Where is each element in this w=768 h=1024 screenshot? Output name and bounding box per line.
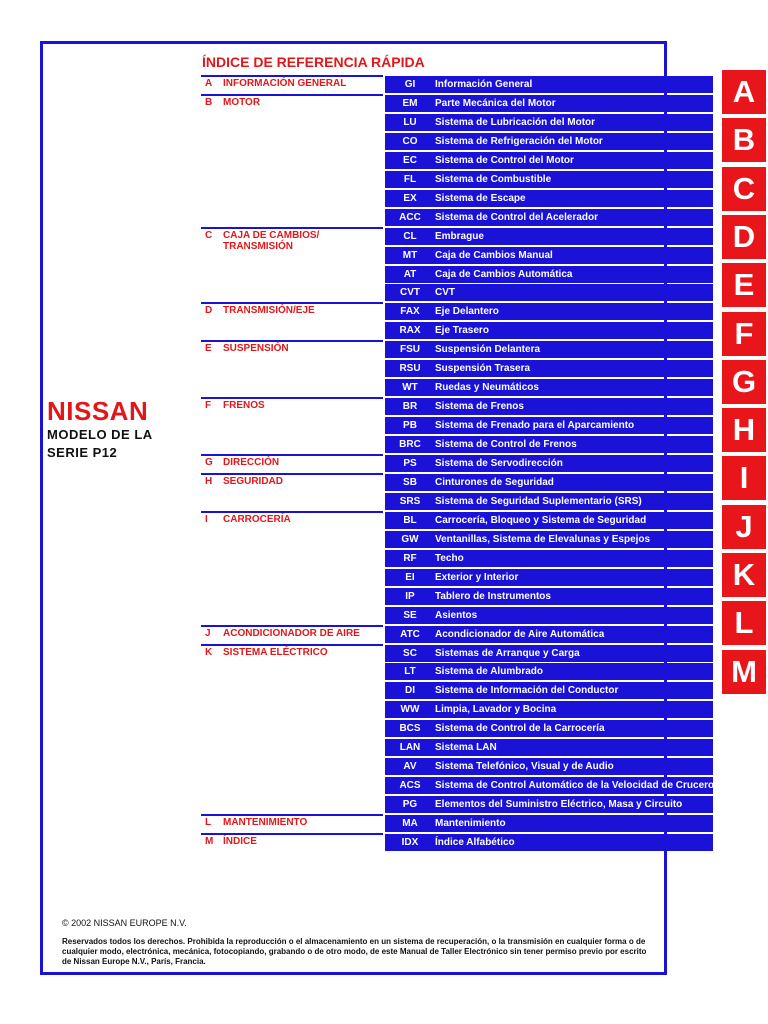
model-line-1: MODELO DE LA [47, 427, 153, 442]
section-divider [201, 814, 383, 816]
section-name: INFORMACIÓN GENERAL [223, 78, 347, 89]
row-description: Elementos del Suministro Eléctrico, Masa y Circuito [435, 799, 683, 811]
index-row-lt[interactable] [385, 663, 713, 680]
row-description: Sistema Telefónico, Visual y de Audio [435, 761, 614, 773]
section-d[interactable] [205, 305, 373, 316]
row-code: EI [405, 571, 415, 583]
index-row-wt[interactable] [385, 379, 713, 396]
section-h[interactable] [205, 476, 373, 487]
section-divider [201, 511, 383, 513]
tab-g[interactable]: G [722, 360, 766, 404]
row-description: Sistema de Combustible [435, 173, 552, 185]
section-letter: J [205, 627, 211, 639]
section-name: ÍNDICE [223, 836, 257, 847]
index-row-fl[interactable] [385, 171, 713, 188]
row-description: Sistema de Servodirección [435, 458, 563, 469]
row-code: CO [402, 135, 418, 147]
tab-m[interactable]: M [722, 650, 766, 694]
row-code: PG [402, 799, 418, 811]
row-description: Cinturones de Seguridad [435, 476, 554, 488]
index-row-ma[interactable] [385, 815, 713, 832]
section-letter: I [205, 513, 208, 525]
tab-k[interactable]: K [722, 553, 766, 597]
tab-b[interactable]: B [722, 118, 766, 162]
nissan-logo: NISSAN [47, 396, 149, 426]
section-name: SISTEMA ELÉCTRICO [223, 646, 328, 658]
section-letter: E [205, 343, 212, 355]
row-description: Sistema de Frenos [435, 401, 524, 413]
row-code: WT [402, 382, 418, 394]
row-code: AV [403, 761, 417, 773]
section-name: SUSPENSIÓN [223, 343, 289, 355]
row-code: SC [403, 647, 417, 659]
row-code: LU [403, 116, 417, 128]
index-row-ww[interactable] [385, 701, 713, 718]
row-description: Caja de Cambios Manual [435, 249, 553, 261]
row-code: ACC [399, 211, 421, 223]
index-row-srs[interactable] [385, 493, 713, 510]
section-name: TRANSMISIÓN/EJE [223, 305, 315, 317]
row-description: Tablero de Instrumentos [435, 590, 551, 602]
row-code: BCS [399, 723, 421, 735]
row-description: Sistema de Control de la Carrocería [435, 723, 605, 735]
tab-d[interactable]: D [722, 215, 766, 259]
row-code: PB [403, 420, 417, 432]
section-name: ACONDICIONADOR DE AIRE [223, 627, 360, 639]
index-row-fax[interactable] [385, 303, 713, 320]
rights-notice: Reservados todos los derechos. Prohibida la reproducción o el almacenamiento en un sistema de recuperación, o la transmisión en cualquier forma o de cualquier modo, electrónica, mecánica, fotocopiando, grabando o de otro modo, de este Manual de Taller Electrónico sin tener permiso previo por escrito de Nissan Europe N.V., París, Francia. [62, 937, 647, 966]
tab-e[interactable]: E [722, 263, 766, 307]
section-divider [201, 454, 383, 456]
row-description: Sistemas de Arranque y Carga [435, 647, 580, 659]
row-description: Carrocería, Bloqueo y Sistema de Seguridad [435, 514, 647, 526]
section-name: MANTENIMIENTO [223, 817, 308, 829]
tab-h[interactable]: H [722, 408, 766, 452]
section-name: DIRECCIÓN [223, 457, 280, 468]
row-code: EX [403, 192, 417, 204]
section-divider [201, 833, 383, 835]
index-row-rsu[interactable] [385, 360, 713, 377]
index-row-fsu[interactable] [385, 341, 713, 358]
index-row-ps[interactable] [385, 455, 713, 472]
row-description: Exterior y Interior [435, 571, 519, 583]
index-row-bcs[interactable] [385, 720, 713, 737]
section-e[interactable] [205, 343, 373, 354]
section-j[interactable] [205, 628, 373, 639]
index-row-pg[interactable] [385, 796, 713, 813]
row-code: SE [403, 609, 417, 621]
section-name: CARROCERÍA [223, 513, 291, 525]
row-description: Sistema de Control de Frenos [435, 439, 577, 451]
index-row-sb[interactable] [385, 474, 713, 491]
row-code: BR [402, 401, 418, 413]
index-row-se[interactable] [385, 607, 713, 624]
row-description: Sistema LAN [435, 742, 497, 754]
tab-j[interactable]: J [722, 505, 766, 549]
row-description: Acondicionador de Aire Automática [435, 628, 605, 640]
row-description: Eje Trasero [435, 325, 489, 337]
row-description: Sistema de Refrigeración del Motor [435, 135, 603, 147]
row-code: GW [401, 533, 419, 545]
index-row-gi[interactable] [385, 76, 713, 93]
section-divider [201, 644, 383, 646]
index-row-cvt[interactable] [385, 284, 713, 301]
section-letter: K [205, 646, 213, 658]
row-description: Sistema de Alumbrado [435, 666, 543, 678]
index-row-co[interactable] [385, 133, 713, 150]
row-code: GI [404, 79, 416, 90]
section-letter: A [205, 78, 213, 89]
row-code: FL [403, 173, 417, 185]
row-code: RAX [399, 325, 421, 337]
section-name: FRENOS [223, 400, 265, 412]
row-description: Suspensión Delantera [435, 344, 541, 356]
index-row-di[interactable] [385, 682, 713, 699]
section-letter: B [205, 96, 213, 108]
section-letter: L [205, 817, 212, 829]
row-description: Sistema de Lubricación del Motor [435, 116, 596, 128]
row-code: RSU [399, 363, 421, 375]
index-row-atc[interactable] [385, 626, 713, 643]
row-description: Limpia, Lavador y Bocina [435, 704, 557, 716]
row-code: BL [403, 514, 417, 526]
index-row-gw[interactable] [385, 531, 713, 548]
section-b[interactable] [205, 97, 373, 108]
section-letter: H [205, 475, 213, 487]
row-description: Sistema de Frenado para el Aparcamiento [435, 420, 635, 432]
tab-i[interactable]: I [722, 456, 766, 500]
row-description: Eje Delantero [435, 306, 499, 318]
section-divider [201, 397, 383, 399]
row-description: Asientos [435, 609, 478, 621]
row-code: ACS [399, 780, 421, 792]
row-code: FAX [400, 306, 420, 318]
row-description: Sistema de Escape [435, 192, 526, 204]
section-letter: D [205, 305, 213, 317]
row-code: BRC [399, 439, 421, 451]
row-code: IDX [401, 837, 419, 848]
row-description: Sistema de Control del Motor [435, 154, 574, 166]
index-row-cl[interactable] [385, 228, 713, 245]
row-code: LT [404, 666, 416, 678]
row-description: Sistema de Información del Conductor [435, 685, 619, 697]
index-row-idx[interactable] [385, 834, 713, 851]
section-letter: F [205, 400, 212, 412]
row-description: Índice Alfabético [435, 837, 515, 848]
model-line-2: SERIE P12 [47, 445, 118, 460]
row-code: FSU [400, 344, 420, 356]
index-row-rax[interactable] [385, 322, 713, 339]
section-k[interactable] [205, 647, 373, 658]
section-letter: C [205, 229, 213, 241]
section-a[interactable] [205, 78, 373, 89]
index-row-ei[interactable] [385, 569, 713, 586]
row-description: CVT [435, 287, 455, 299]
row-code: LAN [399, 742, 421, 754]
row-code: SRS [399, 495, 421, 507]
index-row-bl[interactable] [385, 512, 713, 529]
tab-l[interactable]: L [722, 601, 766, 645]
tab-a[interactable]: A [722, 70, 766, 114]
row-code: RF [403, 552, 417, 564]
tab-f[interactable]: F [722, 312, 766, 356]
index-row-ec[interactable] [385, 152, 713, 169]
row-code: CL [403, 230, 417, 242]
row-code: PS [403, 458, 417, 469]
row-description: Información General [435, 79, 533, 90]
row-description: Caja de Cambios Automática [435, 268, 573, 280]
section-divider [201, 473, 383, 475]
section-l[interactable] [205, 817, 373, 828]
index-row-lan[interactable] [385, 739, 713, 756]
section-name: CAJA DE CAMBIOS/ TRANSMISIÓN [223, 229, 320, 252]
index-row-lu[interactable] [385, 114, 713, 131]
row-description: Parte Mecánica del Motor [435, 97, 556, 109]
row-description: Ventanillas, Sistema de Elevalunas y Espejos [435, 533, 651, 545]
section-name: MOTOR [223, 96, 261, 108]
section-g[interactable] [205, 457, 373, 468]
section-divider [201, 625, 383, 627]
row-description: Suspensión Trasera [435, 363, 531, 375]
index-row-ex[interactable] [385, 190, 713, 207]
index-row-mt[interactable] [385, 247, 713, 264]
row-code: MT [402, 249, 418, 261]
page-title: ÍNDICE DE REFERENCIA RÁPIDA [202, 54, 425, 70]
section-letter: G [205, 457, 213, 468]
section-divider [201, 227, 383, 229]
index-row-av[interactable] [385, 758, 713, 775]
section-letter: M [205, 836, 214, 847]
index-row-ip[interactable] [385, 588, 713, 605]
tab-c[interactable]: C [722, 167, 766, 211]
index-row-at[interactable] [385, 266, 713, 283]
section-divider [201, 94, 383, 96]
row-description: Mantenimiento [435, 818, 506, 830]
index-row-acc[interactable] [385, 209, 713, 226]
index-row-acs[interactable] [385, 777, 713, 794]
index-row-sc[interactable] [385, 645, 713, 662]
section-c[interactable] [205, 230, 373, 252]
copyright: © 2002 NISSAN EUROPE N.V. [62, 918, 187, 928]
index-row-em[interactable] [385, 95, 713, 112]
row-description: Techo [435, 552, 464, 564]
section-divider [201, 340, 383, 342]
row-code: MA [402, 818, 418, 830]
row-description: Embrague [435, 230, 484, 242]
section-divider [201, 75, 383, 77]
index-row-pb[interactable] [385, 417, 713, 434]
row-code: EC [403, 154, 417, 166]
index-row-brc[interactable] [385, 436, 713, 453]
row-code: WW [400, 704, 420, 716]
row-code: CVT [400, 287, 420, 299]
section-i[interactable] [205, 514, 373, 525]
row-code: AT [403, 268, 417, 280]
section-name: SEGURIDAD [223, 475, 284, 487]
row-description: Sistema de Control del Acelerador [435, 211, 599, 223]
section-f[interactable] [205, 400, 373, 411]
index-row-rf[interactable] [385, 550, 713, 567]
row-code: SB [403, 476, 417, 488]
model-series [47, 426, 153, 462]
row-code: DI [405, 685, 415, 697]
section-m[interactable] [205, 836, 373, 847]
row-description: Ruedas y Neumáticos [435, 382, 539, 394]
index-row-br[interactable] [385, 398, 713, 415]
row-code: IP [405, 590, 415, 602]
row-description: Sistema de Seguridad Suplementario (SRS) [435, 495, 642, 507]
row-code: ATC [400, 628, 420, 640]
row-description: Sistema de Control Automático de la Velocidad de Crucero [435, 780, 715, 792]
row-code: EM [402, 97, 418, 109]
